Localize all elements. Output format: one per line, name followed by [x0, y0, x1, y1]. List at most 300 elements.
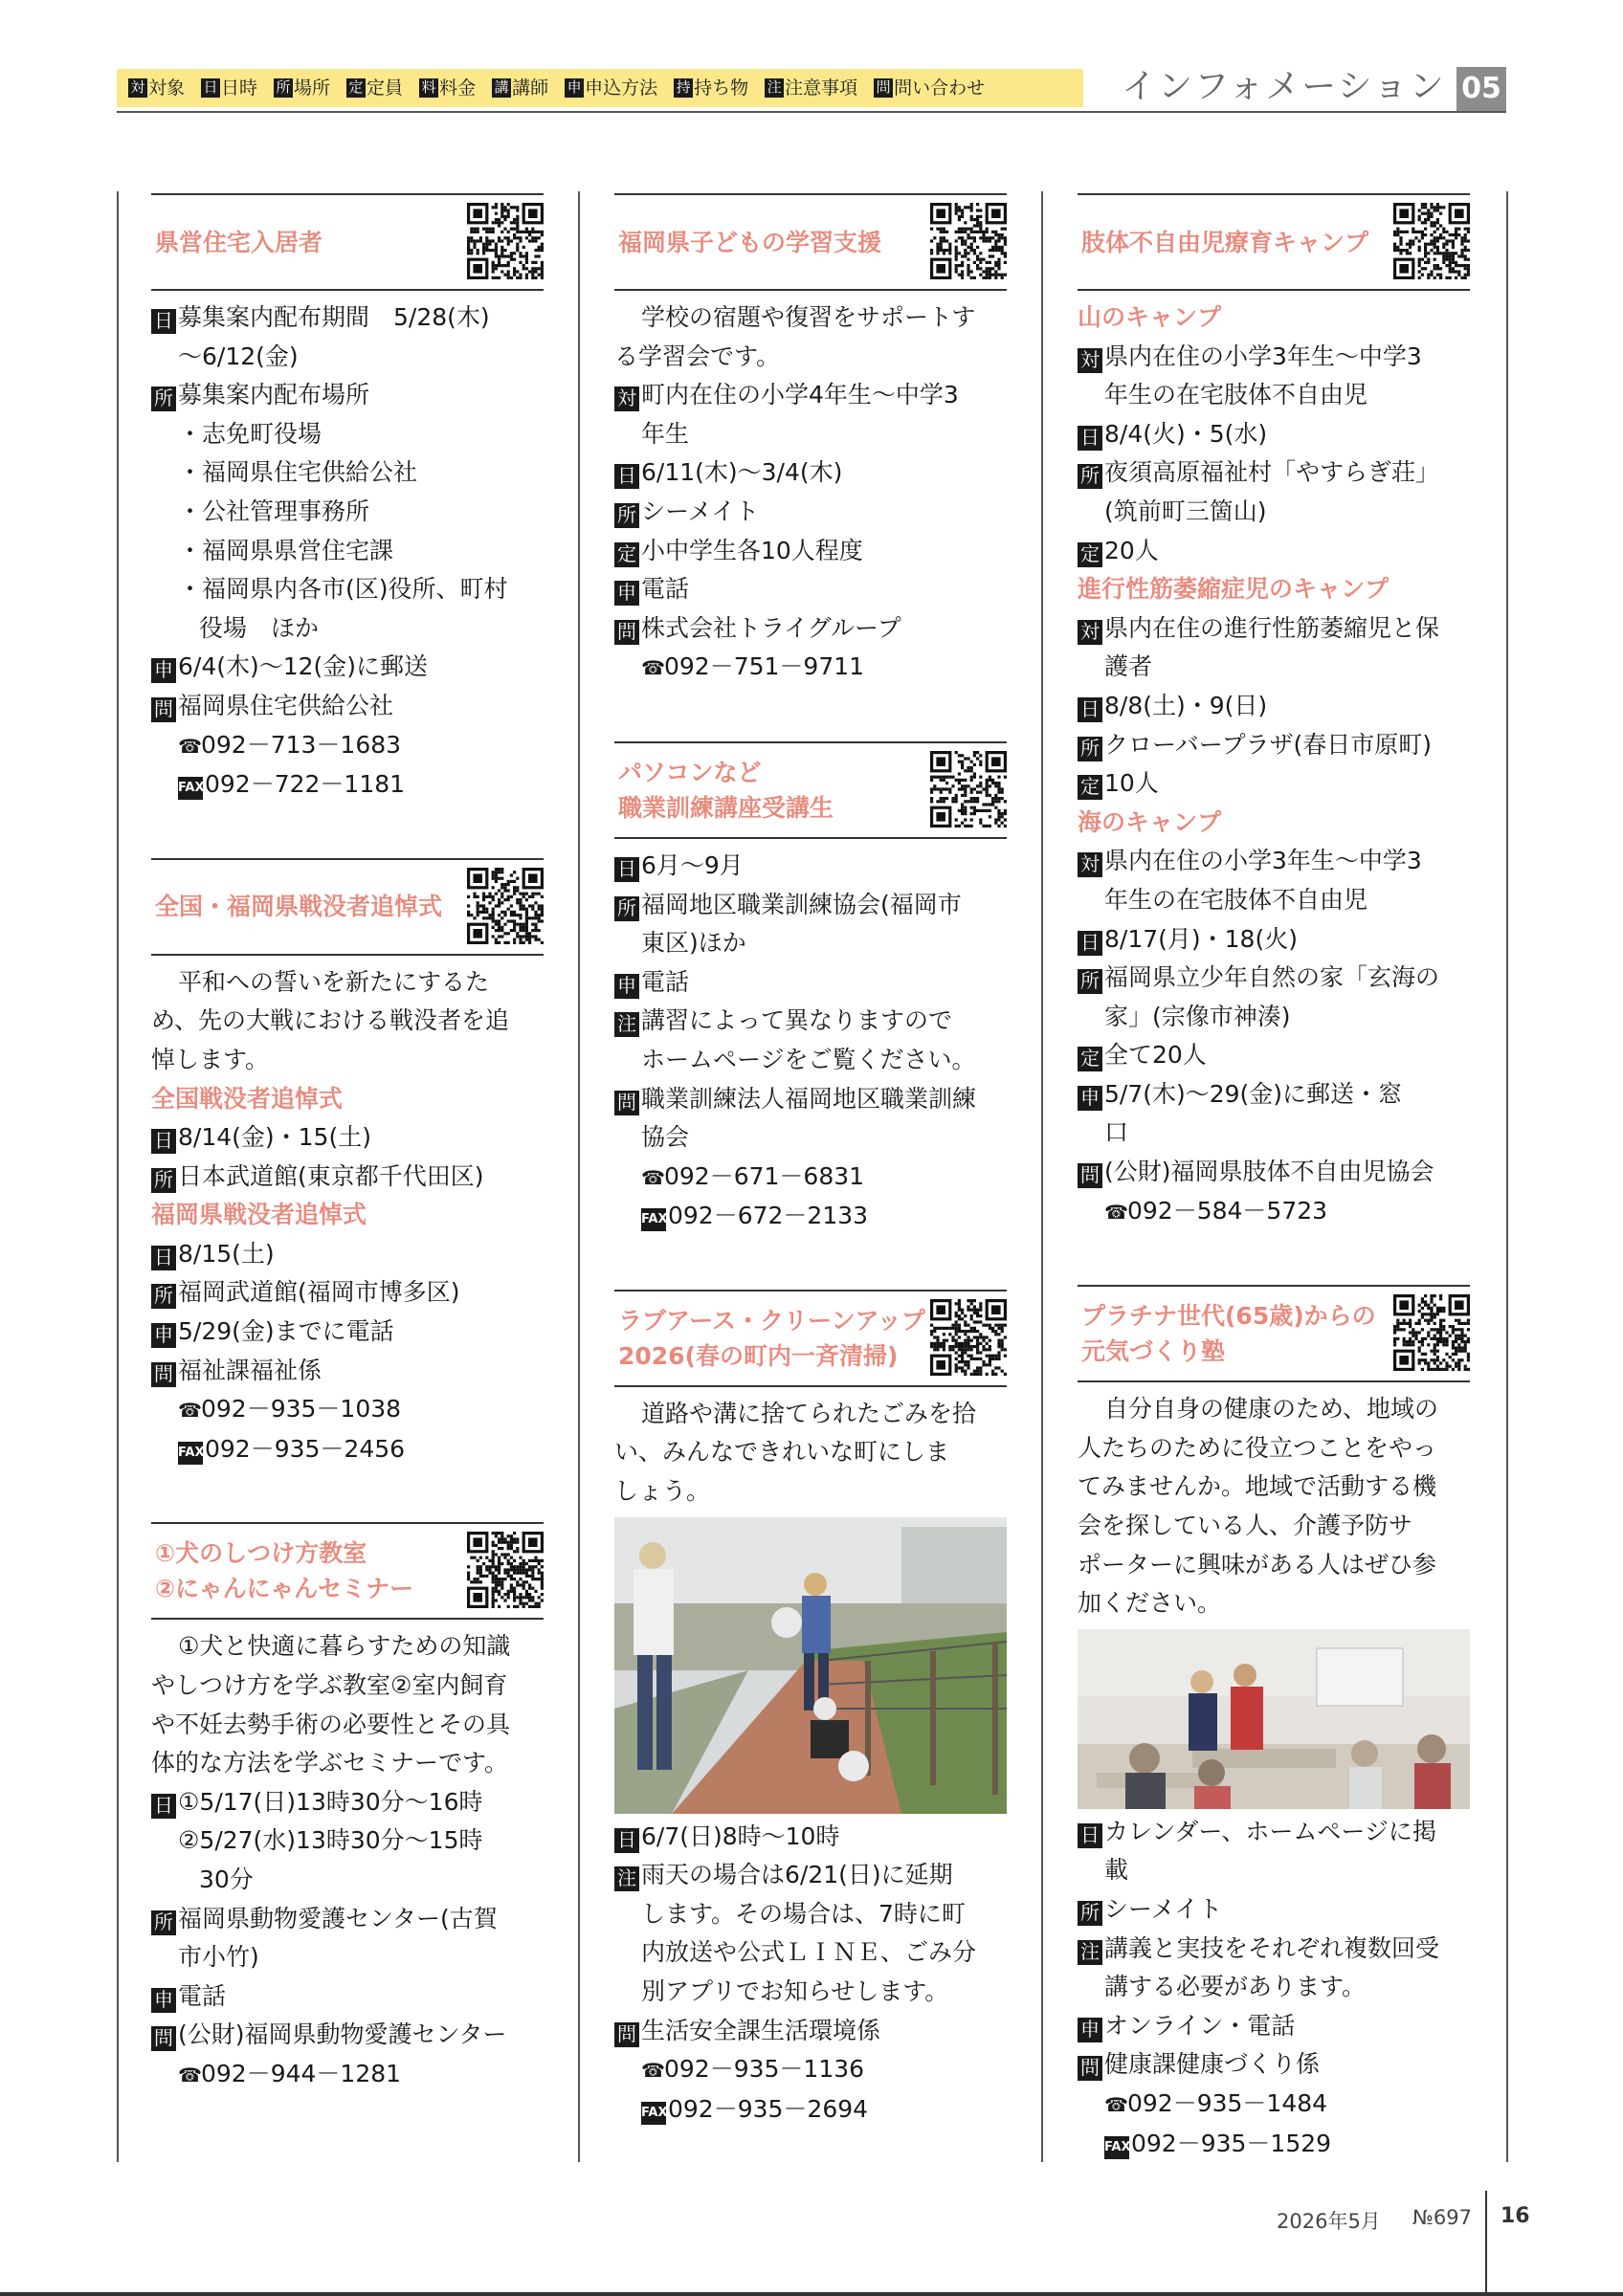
line-text: 山のキャンプ [1078, 303, 1222, 331]
info-badge: 所 [151, 1284, 176, 1309]
legend-badge: 注 [765, 78, 784, 98]
notice-section [614, 741, 1007, 1236]
legend-item [674, 75, 748, 101]
info-badge: 所 [151, 1168, 176, 1193]
title-lines [155, 225, 322, 260]
subheading [151, 1080, 544, 1119]
column-left [151, 193, 544, 2149]
info-line [1078, 532, 1470, 571]
line-text: る学習会です。 [614, 342, 781, 370]
info-line [614, 2012, 1007, 2051]
column-divider [1506, 191, 1508, 2162]
line-text: 進行性筋萎縮症児のキャンプ [1078, 575, 1390, 604]
info-line [614, 298, 1007, 338]
line-text: い、みんなできれいな町にしま [614, 1438, 950, 1467]
subheading [151, 1196, 544, 1235]
info-line [1078, 1968, 1470, 2007]
info-line [614, 1818, 1007, 1857]
line-text: 092－584－5723 [1127, 1196, 1328, 1225]
info-line [151, 1352, 544, 1391]
fax-icon: FAX [641, 2102, 666, 2125]
info-badge: 日 [1078, 931, 1102, 956]
info-line [614, 1002, 1007, 1041]
info-line [1078, 1890, 1470, 1930]
title-lines [155, 889, 442, 924]
info-badge: 所 [1078, 969, 1102, 994]
section-header [151, 193, 544, 291]
page-number: 16 [1501, 2204, 1530, 2228]
info-line [151, 687, 544, 726]
info-badge: 日 [151, 1794, 176, 1819]
legend-label: 持ち物 [694, 77, 749, 99]
legend-badge: 日 [201, 78, 220, 98]
info-line [151, 609, 544, 649]
seminar-photo [1078, 1629, 1470, 1809]
title-lines [618, 225, 881, 260]
line-text: 東区)ほか [641, 929, 746, 958]
phone-icon: ☎ [178, 1399, 202, 1423]
legend-badge: 料 [419, 78, 438, 98]
line-text: 6/11(木)～3/4(木) [641, 458, 843, 487]
info-line [614, 1433, 1007, 1472]
info-badge: 問 [614, 620, 639, 645]
notice-section [1078, 1285, 1470, 2163]
line-text: 8/15(土) [178, 1239, 275, 1268]
line-text: 10人 [1104, 769, 1159, 798]
title-line: 肢体不自由児療育キャンプ [1081, 228, 1369, 256]
info-line [151, 1821, 544, 1861]
issue-number: №697 [1412, 2206, 1472, 2229]
phone-icon: ☎ [641, 656, 665, 680]
line-text: カレンダー、ホームページに掲 [1104, 1817, 1436, 1845]
title-line: プラチナ世代(65歳)からの [1081, 1302, 1376, 1331]
info-line [1078, 1153, 1470, 1192]
column-divider [578, 191, 580, 2162]
info-badge: 日 [614, 857, 639, 882]
info-line [151, 493, 544, 532]
line-text: 役場 ほか [199, 613, 320, 642]
title-line: 職業訓練講座受講生 [618, 793, 834, 822]
line-text: ポーターに興味がある人はぜひ参 [1078, 1550, 1437, 1578]
info-line [1078, 1075, 1470, 1115]
title-lines [155, 1535, 413, 1606]
line-text: 092－751－9711 [664, 652, 865, 681]
info-line [1078, 687, 1470, 726]
info-line [151, 415, 544, 454]
info-line [151, 1235, 544, 1274]
line-text: 県内在住の進行性筋萎縮児と保 [1104, 613, 1440, 642]
legend-item [765, 75, 857, 101]
legend-item [274, 75, 330, 101]
line-text: 生活安全課生活環境係 [641, 2016, 881, 2044]
info-line [1078, 493, 1470, 532]
section-title [1081, 195, 1368, 289]
info-line [614, 1080, 1007, 1119]
info-badge: 所 [1078, 464, 1102, 489]
title-lines [618, 755, 834, 826]
info-badge: 問 [151, 1362, 176, 1387]
info-badge: 申 [614, 974, 639, 999]
info-line [614, 1118, 1007, 1158]
info-line [1078, 1429, 1470, 1468]
info-badge: 所 [614, 503, 639, 528]
info-line [1078, 1507, 1470, 1546]
line-text: てみませんか。地域で活動する機 [1078, 1472, 1437, 1501]
header-rule [117, 111, 1506, 113]
info-badge: 問 [1078, 1163, 1102, 1188]
title-lines [1081, 225, 1368, 260]
line-text: や不妊去勢手術の必要性とその具 [151, 1710, 511, 1738]
line-text: (公財)福岡県肢体不自由児協会 [1104, 1158, 1434, 1186]
info-badge: 注 [614, 1012, 639, 1037]
info-line [151, 1667, 544, 1706]
line-text: 体的な方法を学ぶセミナーです。 [151, 1749, 509, 1777]
line-text: シーメイト [1104, 1895, 1223, 1923]
info-line [151, 1273, 544, 1313]
info-line [1078, 920, 1470, 960]
info-line [151, 1118, 544, 1158]
section-header [614, 1290, 1007, 1387]
line-text: 健康課健康づくり係 [1104, 2050, 1321, 2079]
line-text: 道路や溝に捨てられたごみを拾 [641, 1399, 977, 1427]
issue-date: 2026年5月 [1277, 2210, 1381, 2233]
info-line [151, 570, 544, 609]
line-text: 護者 [1104, 652, 1153, 681]
info-line [614, 2090, 1007, 2130]
qr-code-icon[interactable] [930, 203, 1007, 279]
info-badge: 日 [1078, 426, 1102, 451]
info-line [614, 1856, 1007, 1895]
section-header [614, 741, 1007, 839]
line-text: 海のキャンプ [1078, 807, 1222, 836]
section-header [151, 1522, 544, 1620]
line-text: 小中学生各10人程度 [641, 536, 863, 564]
info-badge: 日 [1078, 697, 1102, 722]
line-text: 092－944－1281 [201, 2059, 402, 2087]
line-text: しょう。 [614, 1477, 711, 1506]
line-text: (筑前町三箇山) [1104, 497, 1267, 525]
info-line [151, 376, 544, 415]
qr-code-icon[interactable] [930, 1299, 1007, 1376]
info-line [151, 1783, 544, 1822]
info-badge: 申 [614, 581, 639, 606]
title-line: ラブアース・クリーンアップ [618, 1306, 925, 1335]
phone-icon: ☎ [178, 2063, 202, 2086]
fax-icon: FAX [641, 1208, 666, 1231]
line-text: 全て20人 [1104, 1041, 1207, 1070]
line-text: 5/29(金)までに電話 [178, 1317, 394, 1346]
line-text: します。その場合は、7時に町 [641, 1899, 966, 1928]
line-text: 年生の在宅肢体不自由児 [1104, 885, 1368, 914]
info-line [614, 924, 1007, 963]
legend-badge: 所 [274, 78, 293, 98]
section-title [618, 195, 881, 289]
line-text: ・公社管理事務所 [178, 497, 370, 525]
info-line [1078, 1390, 1470, 1429]
line-text: 載 [1104, 1856, 1129, 1885]
legend-label: 講師 [512, 77, 549, 99]
info-badge: 注 [614, 1866, 639, 1891]
phone-icon: ☎ [1104, 1200, 1128, 1224]
section-title [155, 860, 442, 954]
line-text: 会を探している人、介護予防サ [1078, 1512, 1413, 1540]
line-text: 日本武道館(東京都千代田区) [178, 1161, 484, 1190]
info-line [1078, 453, 1470, 493]
line-text: ①5/17(日)13時30分～16時 [178, 1787, 483, 1816]
bottom-rule [0, 2292, 1623, 2296]
info-line [151, 1706, 544, 1745]
info-badge: 所 [1078, 1901, 1102, 1926]
section-header [1078, 1285, 1470, 1382]
section-number: 05 [1456, 67, 1506, 111]
legend-label: 料金 [439, 77, 477, 99]
line-text: 悼します。 [151, 1045, 270, 1073]
legend [128, 75, 1001, 101]
line-text: 092－935－1484 [1127, 2088, 1328, 2117]
info-line [151, 1313, 544, 1352]
legend-item [419, 75, 476, 101]
info-line [614, 1197, 1007, 1236]
info-line [1078, 1813, 1470, 1852]
info-line [614, 453, 1007, 493]
line-text: 株式会社トライグループ [641, 613, 901, 642]
info-line [1078, 998, 1470, 1037]
line-text: 電話 [641, 575, 690, 604]
info-badge: 所 [151, 386, 176, 411]
line-text: 町内在住の小学4年生～中学3 [641, 381, 959, 409]
phone-icon: ☎ [1104, 2092, 1128, 2116]
line-text: 雨天の場合は6/21(日)に延期 [641, 1861, 953, 1889]
section-title [618, 743, 834, 837]
line-text: 電話 [178, 1981, 227, 2010]
qr-code-icon[interactable] [1393, 1294, 1470, 1371]
info-line [1078, 2007, 1470, 2046]
line-text: 夜須高原福祉村「やすらぎ荘」 [1104, 458, 1440, 487]
line-text: め、先の大戦における戦没者を追 [151, 1006, 510, 1035]
title-lines [618, 1303, 925, 1374]
line-text: 協会 [641, 1123, 690, 1152]
fax-icon: FAX [1104, 2136, 1129, 2159]
line-text: 講する必要があります。 [1104, 1973, 1367, 2001]
info-line [151, 1861, 544, 1900]
section-header [1078, 193, 1470, 291]
line-text: 全国戦没者追悼式 [151, 1084, 344, 1113]
qr-code-icon[interactable] [467, 203, 544, 279]
legend-badge: 定 [346, 78, 366, 98]
line-text: 職業訓練法人福岡地区職業訓練 [641, 1084, 977, 1113]
legend-item [492, 75, 548, 101]
info-line [151, 1938, 544, 1977]
line-text: 福岡地区職業訓練協会(福岡市 [641, 890, 962, 918]
info-line [151, 1002, 544, 1041]
info-line [614, 1158, 1007, 1198]
line-text: 092－722－1181 [205, 770, 406, 799]
line-text: 年生の在宅肢体不自由児 [1104, 381, 1368, 409]
qr-code-icon[interactable] [467, 868, 544, 944]
legend-label: 問い合わせ [894, 77, 986, 99]
line-text: やしつけ方を学ぶ教室②室内飼育 [151, 1671, 508, 1700]
line-text: 電話 [641, 967, 690, 996]
info-line [614, 1895, 1007, 1934]
line-text: 092－935－2456 [205, 1434, 406, 1463]
notice-section [1078, 193, 1470, 1231]
info-badge: 日 [614, 1828, 639, 1853]
info-line [151, 765, 544, 805]
line-text: 講習によって異なりますので [641, 1006, 953, 1035]
info-line [614, 847, 1007, 886]
title-line: 県営住宅入居者 [155, 228, 323, 256]
info-badge: 日 [151, 309, 176, 334]
info-line [1078, 609, 1470, 649]
line-text: (公財)福岡県動物愛護センター [178, 2020, 507, 2049]
info-line [614, 338, 1007, 377]
line-text: 福岡県動物愛護センター(古賀 [178, 1904, 498, 1932]
line-text: 県内在住の小学3年生～中学3 [1104, 847, 1422, 875]
subheading [1078, 804, 1470, 843]
line-text: 人たちのために役立つことをやっ [1078, 1433, 1437, 1462]
info-line [151, 298, 544, 338]
line-text: 募集案内配布期間 5/28(木) [178, 303, 490, 331]
info-badge: 申 [151, 658, 176, 683]
line-text: 6/7(日)8時～10時 [641, 1821, 840, 1850]
legend-badge: 申 [565, 78, 584, 98]
qr-code-icon[interactable] [467, 1532, 544, 1608]
column-divider [117, 191, 119, 2162]
info-line [614, 1395, 1007, 1434]
info-badge: 対 [1078, 348, 1102, 373]
info-badge: 申 [1078, 2018, 1102, 2042]
info-line [1078, 415, 1470, 454]
phone-icon: ☎ [641, 1165, 665, 1189]
info-line [614, 532, 1007, 571]
info-line [1078, 1851, 1470, 1890]
title-lines [1081, 1298, 1376, 1369]
info-line [614, 570, 1007, 609]
info-line [1078, 1114, 1470, 1153]
info-line [1078, 1468, 1470, 1507]
info-badge: 対 [1078, 620, 1102, 645]
line-text: 福岡武道館(福岡市博多区) [178, 1278, 460, 1307]
info-line [614, 1041, 1007, 1080]
info-line [151, 1977, 544, 2017]
info-line [1078, 2045, 1470, 2085]
line-text: ・福岡県県営住宅課 [178, 536, 394, 564]
line-text: 5/7(木)～29(金)に郵送・窓 [1104, 1079, 1403, 1108]
line-text: 市小竹) [178, 1943, 259, 1972]
line-text: 県内在住の小学3年生～中学3 [1104, 342, 1422, 370]
line-text: 加ください。 [1078, 1589, 1222, 1618]
info-line [151, 1390, 544, 1430]
qr-code-icon[interactable] [930, 751, 1007, 828]
info-line [1078, 376, 1470, 415]
column-right [1078, 193, 1470, 2217]
info-line [1078, 1192, 1470, 1232]
line-text: 福祉課福祉係 [178, 1356, 322, 1384]
legend-label: 注意事項 [785, 77, 858, 99]
info-line [1078, 338, 1470, 377]
legend-badge: 問 [874, 78, 893, 98]
line-text: 学校の宿題や復習をサポートす [641, 303, 976, 331]
section-title [155, 1524, 413, 1618]
section-header [614, 193, 1007, 291]
info-line [614, 963, 1007, 1003]
info-line [151, 726, 544, 766]
subheading [1078, 298, 1470, 338]
fax-icon: FAX [178, 1442, 203, 1465]
info-line [151, 1158, 544, 1197]
notice-section [151, 193, 544, 805]
section-title [1081, 1287, 1376, 1380]
info-badge: 日 [614, 464, 639, 489]
line-text: 6/4(木)～12(金)に郵送 [178, 652, 429, 681]
phone-icon: ☎ [641, 2059, 665, 2083]
title-line: 全国・福岡県戦没者追悼式 [155, 893, 443, 921]
line-text: 8/14(金)・15(土) [178, 1123, 371, 1152]
info-line [614, 1973, 1007, 2012]
line-text: オンライン・電話 [1104, 2011, 1296, 2040]
info-line [614, 886, 1007, 925]
info-line [151, 648, 544, 687]
line-text: 内放送や公式ＬＩＮＥ、ごみ分 [641, 1938, 977, 1967]
notice-section [614, 193, 1007, 688]
qr-code-icon[interactable] [1393, 203, 1470, 279]
info-badge: 定 [1078, 1047, 1102, 1071]
info-badge: 申 [1078, 1086, 1102, 1111]
info-line [151, 532, 544, 571]
info-line [1078, 959, 1470, 998]
notice-section [151, 858, 544, 1469]
info-badge: 所 [151, 1910, 176, 1935]
page-title: インフォメーション [1122, 67, 1446, 106]
info-line [151, 338, 544, 377]
subheading [1078, 570, 1470, 609]
info-line [614, 493, 1007, 532]
info-line [151, 2016, 544, 2055]
line-text: ①犬と快適に暮らすための知識 [178, 1632, 511, 1661]
line-text: ・福岡県内各市(区)役所、町村 [178, 575, 508, 604]
info-line [1078, 1584, 1470, 1623]
line-text: 年生 [641, 419, 690, 448]
info-line [1078, 764, 1470, 804]
title-line: 元気づくり塾 [1081, 1337, 1226, 1366]
info-line [614, 415, 1007, 454]
line-text: 福岡県戦没者追悼式 [151, 1201, 367, 1229]
section-title [155, 195, 322, 289]
info-line [151, 1627, 544, 1667]
info-badge: 所 [614, 896, 639, 921]
legend-item [201, 75, 257, 101]
info-line [614, 376, 1007, 415]
line-text: 30分 [199, 1866, 254, 1893]
line-text: 092－713－1683 [201, 730, 402, 759]
line-text: クローバープラザ(春日市原町) [1104, 730, 1433, 759]
info-line [614, 609, 1007, 649]
line-text: 20人 [1104, 536, 1159, 564]
line-text: ②5/27(水)13時30分～15時 [178, 1826, 483, 1855]
legend-label: 日時 [221, 77, 258, 99]
title-line: パソコンなど [618, 758, 762, 786]
line-text: 092－935－1136 [664, 2055, 865, 2084]
info-line [1078, 726, 1470, 765]
info-badge: 問 [1078, 2056, 1102, 2081]
line-text: ホームページをご覧ください。 [641, 1045, 976, 1073]
info-badge: 問 [614, 1091, 639, 1115]
line-text: 092－671－6831 [664, 1161, 865, 1190]
legend-label: 定員 [367, 77, 404, 99]
info-badge: 問 [151, 2026, 176, 2051]
title-line: 2026(春の町内一斉清掃) [618, 1341, 899, 1370]
legend-item [128, 75, 185, 101]
